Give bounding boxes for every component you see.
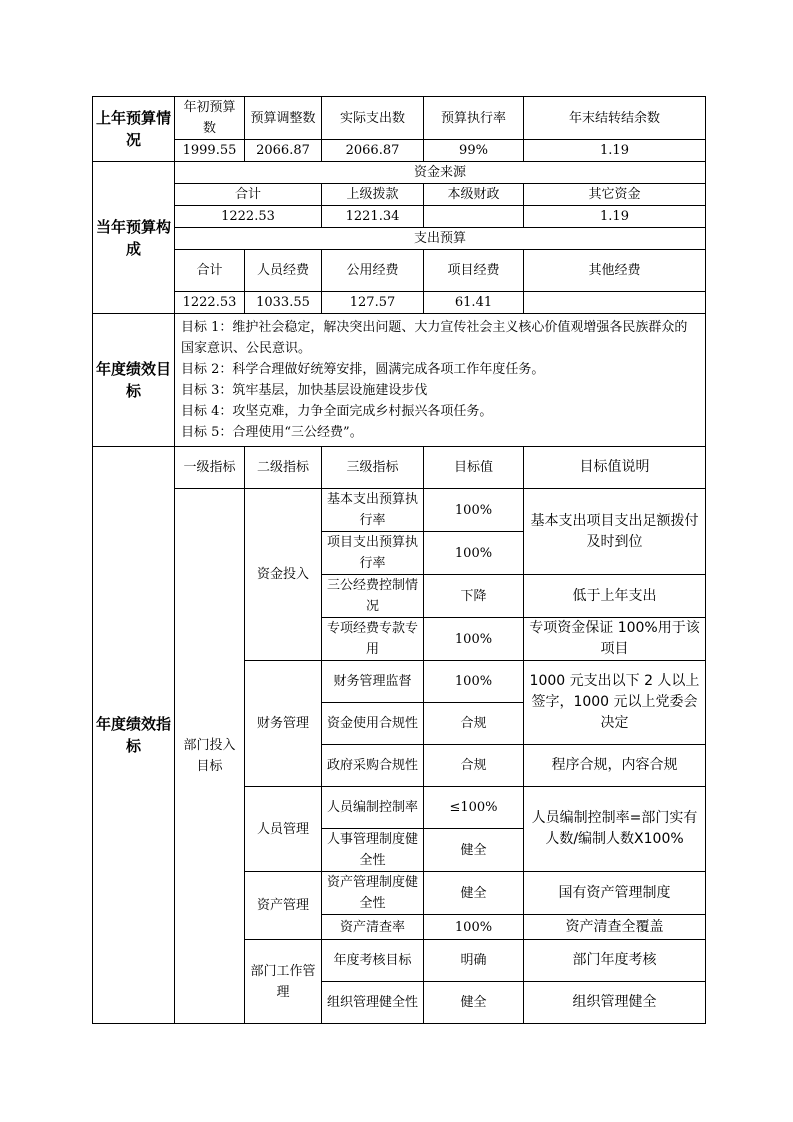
funding-source-header: 资金来源: [175, 162, 706, 184]
goal-item: 目标 1：维护社会稳定，解决突出问题、大力宣传社会主义核心价值观增强各民族群众的国家意识、公民意识。: [181, 320, 688, 356]
target-value: 下降: [424, 575, 524, 618]
funding-col-header: 上级拨款: [322, 184, 424, 206]
prev-year-value: 1999.55: [175, 140, 245, 162]
prev-year-header: 实际支出数: [322, 97, 424, 140]
target-value: 健全: [424, 829, 524, 872]
target-description: 国有资产管理制度: [524, 872, 706, 915]
target-description: 部门年度考核: [524, 940, 706, 982]
level3-indicator: 三公经费控制情况: [322, 575, 424, 618]
level3-indicator: 资金使用合规性: [322, 703, 424, 745]
target-value: 健全: [424, 982, 524, 1024]
goals-list: [175, 314, 706, 447]
level3-indicator: 人事管理制度健全性: [322, 829, 424, 872]
indicator-col-header: 一级指标: [175, 447, 245, 489]
indicators-section-label: 年度绩效指标: [93, 447, 175, 1024]
expense-value: 127.57: [322, 292, 424, 314]
level3-indicator: 政府采购合规性: [322, 745, 424, 787]
indicator-col-header: 三级指标: [322, 447, 424, 489]
level2-indicator: 资产管理: [245, 872, 322, 940]
prev-year-value: 99%: [424, 140, 524, 162]
expense-col-header: 合计: [175, 250, 245, 292]
expense-value: 1033.55: [245, 292, 322, 314]
target-value: 明确: [424, 940, 524, 982]
curr-year-section-label: 当年预算构成: [93, 162, 175, 314]
level2-indicator: 资金投入: [245, 489, 322, 661]
target-value: 合规: [424, 703, 524, 745]
target-value: 100%: [424, 618, 524, 661]
level3-indicator: 资产管理制度健全性: [322, 872, 424, 915]
level2-indicator: 财务管理: [245, 661, 322, 787]
target-value: 合规: [424, 745, 524, 787]
funding-value: 1222.53: [175, 206, 322, 228]
level2-indicator: 人员管理: [245, 787, 322, 872]
prev-year-value: 2066.87: [245, 140, 322, 162]
indicator-col-header: 二级指标: [245, 447, 322, 489]
expense-value: 1222.53: [175, 292, 245, 314]
prev-year-value: 2066.87: [322, 140, 424, 162]
level3-indicator: 年度考核目标: [322, 940, 424, 982]
prev-year-header: 年末结转结余数: [524, 97, 706, 140]
funding-col-header: 本级财政: [424, 184, 524, 206]
target-description: 低于上年支出: [524, 575, 706, 618]
level3-indicator: 资产清查率: [322, 915, 424, 940]
target-description: 专项资金保证 100%用于该项目: [524, 618, 706, 661]
level3-indicator: 专项经费专款专用: [322, 618, 424, 661]
prev-year-header: 年初预算数: [175, 97, 245, 140]
indicator-col-header: 目标值说明: [524, 447, 706, 489]
prev-year-section-label: 上年预算情况: [93, 97, 175, 162]
target-value: 100%: [424, 489, 524, 532]
target-description: 程序合规，内容合规: [524, 745, 706, 787]
expense-value: [524, 292, 706, 314]
level3-indicator: 组织管理健全性: [322, 982, 424, 1024]
funding-value: [424, 206, 524, 228]
funding-value: 1.19: [524, 206, 706, 228]
goals-section-label: 年度绩效目标: [93, 314, 175, 447]
expense-col-header: 其他经费: [524, 250, 706, 292]
prev-year-value: 1.19: [524, 140, 706, 162]
target-value: 100%: [424, 661, 524, 703]
level2-indicator: 部门工作管理: [245, 940, 322, 1024]
performance-target-table: [92, 96, 706, 1024]
target-description: 人员编制控制率=部门实有人数/编制人数X100%: [524, 787, 706, 872]
level3-indicator: 项目支出预算执行率: [322, 532, 424, 575]
level3-indicator: 基本支出预算执行率: [322, 489, 424, 532]
goal-item: 目标 4：攻坚克难，力争全面完成乡村振兴各项任务。: [181, 404, 493, 419]
expense-col-header: 项目经费: [424, 250, 524, 292]
target-description: 基本支出项目支出足额拨付及时到位: [524, 489, 706, 575]
indicator-col-header: 目标值: [424, 447, 524, 489]
expense-value: 61.41: [424, 292, 524, 314]
prev-year-header: 预算执行率: [424, 97, 524, 140]
target-description: 资产清查全覆盖: [524, 915, 706, 940]
funding-value: 1221.34: [322, 206, 424, 228]
expense-col-header: 人员经费: [245, 250, 322, 292]
target-value: 100%: [424, 915, 524, 940]
target-value: 健全: [424, 872, 524, 915]
goal-item: 目标 2：科学合理做好统筹安排，圆满完成各项工作年度任务。: [181, 362, 545, 377]
funding-col-header: 其它资金: [524, 184, 706, 206]
expense-budget-header: 支出预算: [175, 228, 706, 250]
funding-col-header: 合计: [175, 184, 322, 206]
target-description: 1000 元支出以下 2 人以上签字，1000 元以上党委会决定: [524, 661, 706, 745]
goal-item: 目标 3：筑牢基层，加快基层设施建设步伐: [181, 383, 428, 398]
target-value: 100%: [424, 532, 524, 575]
level3-indicator: 财务管理监督: [322, 661, 424, 703]
prev-year-header: 预算调整数: [245, 97, 322, 140]
target-description: 组织管理健全: [524, 982, 706, 1024]
expense-col-header: 公用经费: [322, 250, 424, 292]
level1-indicator: 部门投入目标: [175, 489, 245, 1024]
target-value: ≤100%: [424, 787, 524, 829]
level3-indicator: 人员编制控制率: [322, 787, 424, 829]
goal-item: 目标 5：合理使用“三公经费”。: [181, 425, 363, 440]
